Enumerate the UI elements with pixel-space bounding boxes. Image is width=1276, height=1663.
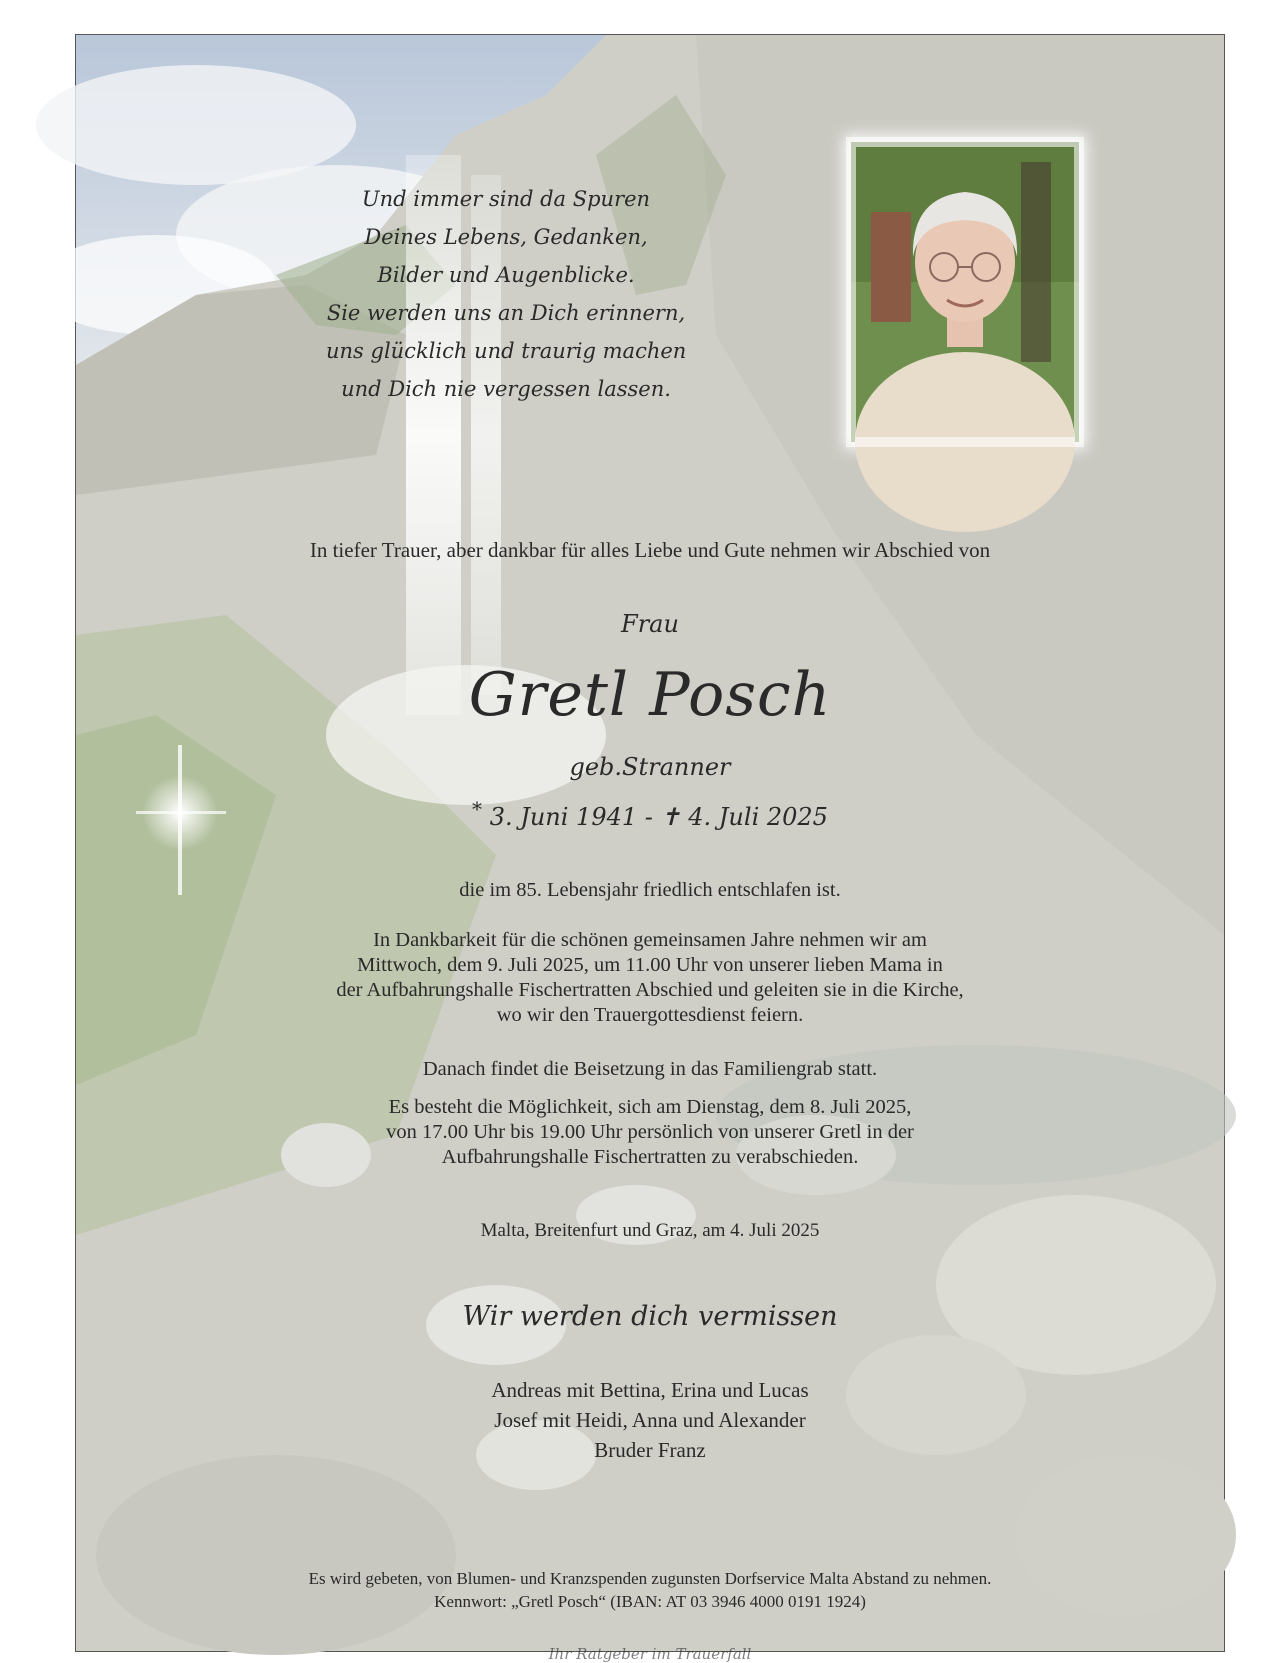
intro-text: In tiefer Trauer, aber dankbar für alles Liebe und Gute nehmen wir Abschied von [309, 538, 991, 562]
farewell-line: Wir werden dich vermissen [462, 1301, 838, 1332]
poem-line: Bilder und Augenblicke. [377, 263, 635, 287]
ceremony-line: Mittwoch, dem 9. Juli 2025, um 11.00 Uhr von unserer lieben Mama in [357, 954, 943, 976]
ceremony-paragraph [76, 928, 1224, 1028]
family-list [76, 1375, 1224, 1465]
viewing-line: Es besteht die Möglichkeit, sich am Dienstag, dem 8. Juli 2025, [388, 1096, 912, 1118]
cross-icon: ✝ [660, 803, 681, 831]
burial-line: Danach findet die Beisetzung in das Familiengrab statt. [422, 1058, 878, 1080]
donation-line: Es wird gebeten, von Blumen- und Kranzspenden zugunsten Dorfservice Malta Abstand zu nehmen. [308, 1569, 992, 1588]
family-member: Bruder Franz [594, 1438, 706, 1462]
viewing-line: von 17.00 Uhr bis 19.00 Uhr persönlich von unserer Gretl in der [386, 1121, 914, 1143]
viewing-line: Aufbahrungshalle Fischertratten zu verabschieden. [441, 1146, 859, 1168]
ceremony-line: wo wir den Trauergottesdienst feiern. [496, 1004, 804, 1026]
birth-date: 3. Juni 1941 [489, 803, 638, 831]
place-and-date: Malta, Breitenfurt und Graz, am 4. Juli 2025 [480, 1220, 820, 1241]
ceremony-line: der Aufbahrungshalle Fischertratten Abschied und geleiten sie in die Kirche, [336, 979, 964, 1001]
poem-line: Sie werden uns an Dich erinnern, [326, 301, 686, 325]
poem-line: uns glücklich und traurig machen [326, 339, 687, 363]
obituary-card [75, 34, 1225, 1663]
maiden-name: geb.Stranner [569, 753, 731, 781]
donation-note [76, 1567, 1224, 1613]
age-line: die im 85. Lebensjahr friedlich entschlafen ist. [459, 879, 841, 901]
poem-line: Und immer sind da Spuren [361, 187, 651, 211]
ceremony-line: In Dankbarkeit für die schönen gemeinsamen Jahre nehmen wir am [373, 929, 927, 951]
portrait-photo [851, 142, 1079, 442]
family-member: Andreas mit Bettina, Erina und Lucas [491, 1378, 809, 1402]
deceased-name: Gretl Posch [468, 660, 832, 730]
dates-separator: - [644, 803, 653, 831]
viewing-paragraph [76, 1095, 1224, 1170]
poem-line: und Dich nie vergessen lassen. [341, 377, 671, 401]
life-dates [76, 797, 1224, 831]
birth-symbol: * [472, 797, 483, 821]
poem-line: Deines Lebens, Gedanken, [364, 225, 648, 249]
salutation: Frau [621, 610, 679, 638]
donation-line: Kennwort: „Gretl Posch“ (IBAN: AT 03 3946 4000 0191 1924) [434, 1592, 866, 1611]
death-date: 4. Juli 2025 [688, 803, 828, 831]
poem [326, 180, 686, 408]
undertaker-note: Ihr Ratgeber im Trauerfall [548, 1645, 752, 1663]
family-member: Josef mit Heidi, Anna und Alexander [494, 1408, 806, 1432]
